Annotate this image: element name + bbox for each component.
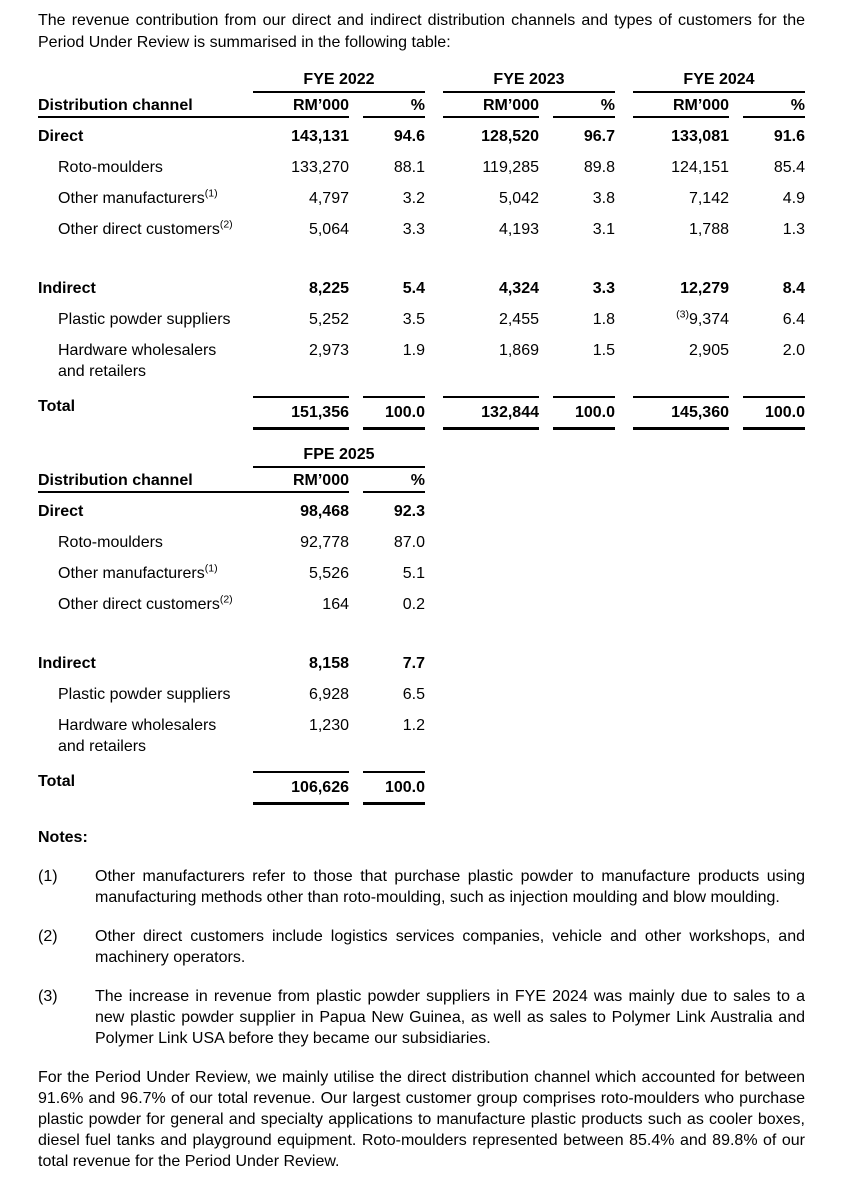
year-column-group: [633, 278, 805, 299]
year-column-group: [253, 684, 425, 705]
year-column-group: [253, 278, 425, 299]
row-label: Other direct customers$^{(2)}$: [58, 218, 233, 238]
note-ref: (2): [219, 218, 233, 231]
amount-value: 1,230: [308, 717, 349, 734]
column-gap: [729, 278, 743, 299]
column-gap: [729, 309, 743, 330]
year-header-spacer: [38, 69, 253, 93]
percent-value: 1.3: [782, 221, 805, 238]
notes-list: [38, 866, 805, 1049]
row-label-second-line: and retailers: [58, 363, 147, 380]
column-gap: [425, 278, 443, 299]
year-column-group: [633, 340, 805, 382]
year-header: FYE 2024: [633, 69, 805, 93]
row-label: Hardware wholesalers and retailers: [38, 715, 253, 757]
year-header: FYE 2022: [253, 69, 425, 93]
column-gap: [349, 219, 363, 240]
table-row: [38, 157, 805, 178]
column-gap: [349, 188, 363, 209]
percent-value: 4.9: [782, 190, 805, 207]
percent-value: 94.6: [393, 128, 425, 145]
column-gap: [349, 340, 363, 382]
table-row: [38, 126, 805, 147]
column-gap: [425, 396, 443, 430]
year-column-group: [633, 219, 805, 240]
amount-value: 151,356: [253, 396, 349, 430]
percent-value: 0.2: [402, 596, 425, 613]
row-label: Indirect: [38, 280, 96, 297]
percent-value: 8.4: [782, 280, 805, 297]
column-gap: [349, 501, 363, 522]
spacer-row: [38, 625, 805, 653]
percent-value: 3.1: [592, 221, 615, 238]
percent-value: 5.1: [402, 565, 425, 582]
year-column-group: [253, 157, 425, 178]
percent-value: 96.7: [583, 128, 615, 145]
column-gap: [729, 396, 743, 430]
year-column-group: [633, 309, 805, 330]
column-gap: [539, 126, 553, 147]
percent-value: 3.3: [402, 221, 425, 238]
row-label: Other manufacturers$^{(1)}$: [58, 562, 218, 582]
column-gap: [349, 126, 363, 147]
year-column-group: [443, 309, 615, 330]
year-column-group: [253, 563, 425, 584]
year-column-group: [443, 157, 615, 178]
amount-value: 2,455: [498, 311, 539, 328]
amount-value: 145,360: [633, 396, 729, 430]
percent-value: 100.0: [363, 771, 425, 805]
percent-value: 3.2: [402, 190, 425, 207]
year-column-group: [253, 340, 425, 382]
amount-value: 5,042: [498, 190, 539, 207]
column-gap: [729, 188, 743, 209]
note-text: Other manufacturers refer to those that purchase plastic powder to manufacture products using manufacturing methods other than roto-moulding, such as injection moulding and blow moulding.: [95, 868, 805, 906]
note-item: [38, 926, 805, 968]
column-gap: [729, 95, 743, 118]
year-column-group: [633, 396, 805, 430]
table-row: [38, 771, 805, 805]
percent-value: 5.4: [402, 280, 425, 297]
column-gap: [615, 69, 633, 93]
column-gap: [615, 157, 633, 178]
amount-value: 8,158: [308, 655, 349, 672]
column-gap: [425, 69, 443, 93]
row-label: Other direct customers$^{(2)}$: [58, 593, 233, 613]
percent-value: 6.5: [402, 686, 425, 703]
channel-column-header: Distribution channel: [38, 470, 253, 493]
column-gap: [349, 715, 363, 757]
percent-value: 6.4: [782, 311, 805, 328]
column-gap: [615, 188, 633, 209]
amount-value: $^{(3)}$9,374: [676, 308, 729, 328]
column-gap: [615, 278, 633, 299]
table-row: [38, 532, 805, 553]
row-label: Plastic powder suppliers: [58, 311, 231, 328]
amount-value: 98,468: [300, 503, 349, 520]
year-column-group: [253, 219, 425, 240]
year-column-group: [443, 219, 615, 240]
year-column-group: [253, 715, 425, 757]
amount-value: 2,905: [688, 342, 729, 359]
amount-value: 124,151: [671, 159, 729, 176]
column-gap: [349, 532, 363, 553]
table-row: [38, 309, 805, 330]
percent-value: 1.9: [402, 342, 425, 359]
note-ref: (1): [204, 562, 218, 575]
year-column-group: [633, 157, 805, 178]
column-gap: [425, 188, 443, 209]
column-gap: [539, 396, 553, 430]
amount-value: 92,778: [300, 534, 349, 551]
amount-value: 7,142: [688, 190, 729, 207]
amount-value: 128,520: [481, 128, 539, 145]
amount-value: 8,225: [308, 280, 349, 297]
table-row: [38, 396, 805, 430]
percent-value: 89.8: [583, 159, 615, 176]
amount-column-header: RM’000: [253, 95, 349, 118]
year-column-group: [443, 126, 615, 147]
percent-value: 88.1: [393, 159, 425, 176]
year-column-group: [443, 278, 615, 299]
fpe-revenue-table: [38, 444, 805, 805]
amount-value: 6,928: [308, 686, 349, 703]
row-label: Indirect: [38, 655, 96, 672]
table-row: [38, 594, 805, 615]
column-gap: [729, 126, 743, 147]
table-row: [38, 278, 805, 299]
row-label: Plastic powder suppliers: [58, 686, 231, 703]
table-column-header-row: [38, 470, 805, 493]
row-label: Direct: [38, 503, 84, 520]
row-label: Roto-moulders: [58, 534, 163, 551]
fye-revenue-table: [38, 69, 805, 430]
amount-value: 5,252: [308, 311, 349, 328]
percent-value: 3.5: [402, 311, 425, 328]
column-gap: [615, 309, 633, 330]
row-label: Roto-moulders: [58, 159, 163, 176]
column-gap: [539, 309, 553, 330]
year-column-group: [443, 340, 615, 382]
percent-value: 1.5: [592, 342, 615, 359]
column-gap: [539, 219, 553, 240]
year-header: FPE 2025: [253, 444, 425, 468]
note-number: (2): [38, 928, 58, 945]
column-gap: [615, 126, 633, 147]
amount-value: 143,131: [291, 128, 349, 145]
amount-value: 4,193: [498, 221, 539, 238]
table-row: [38, 188, 805, 209]
column-gap: [425, 309, 443, 330]
year-column-group: [253, 653, 425, 674]
percent-value: 100.0: [553, 396, 615, 430]
column-gap: [615, 219, 633, 240]
percent-value: 7.7: [402, 655, 425, 672]
year-column-group: [633, 126, 805, 147]
percent-column-header: %: [363, 470, 425, 493]
column-gap: [349, 653, 363, 674]
column-gap: [349, 563, 363, 584]
row-label: Total: [38, 773, 76, 790]
row-label: Total: [38, 398, 76, 415]
year-column-group: [443, 396, 615, 430]
amount-value: 1,788: [688, 221, 729, 238]
column-gap: [539, 188, 553, 209]
year-column-group: [253, 594, 425, 615]
notes-heading: Notes:: [38, 829, 88, 846]
percent-column-header: %: [363, 95, 425, 118]
column-gap: [615, 95, 633, 118]
amount-column-header: RM’000: [443, 95, 539, 118]
note-number: (3): [38, 988, 58, 1005]
column-gap: [539, 278, 553, 299]
column-gap: [615, 396, 633, 430]
note-text: Other direct customers include logistics services companies, vehicle and other workshops, and machinery operators.: [95, 928, 805, 966]
column-gap: [349, 396, 363, 430]
percent-value: 91.6: [773, 128, 805, 145]
row-label: Direct: [38, 128, 84, 145]
column-gap: [349, 309, 363, 330]
year-column-group: [253, 771, 425, 805]
row-label: Hardware wholesalers and retailers: [38, 340, 253, 382]
table-row: [38, 684, 805, 705]
column-gap: [729, 340, 743, 382]
column-gap: [349, 684, 363, 705]
column-gap: [425, 95, 443, 118]
percent-value: 100.0: [743, 396, 805, 430]
percent-value: 3.3: [592, 280, 615, 297]
column-gap: [539, 95, 553, 118]
note-ref: (2): [219, 593, 233, 606]
year-column-group: [253, 309, 425, 330]
amount-value: 164: [322, 596, 349, 613]
note-text: The increase in revenue from plastic powder suppliers in FYE 2024 was mainly due to sales to a new plastic powder supplier in Papua New Guinea, as well as sales to Polymer Link Australia and Polymer Link USA before they became our subsidiaries.: [95, 988, 805, 1047]
note-ref: (1): [204, 187, 218, 200]
column-gap: [615, 340, 633, 382]
amount-value: 5,064: [308, 221, 349, 238]
column-gap: [539, 157, 553, 178]
percent-value: 85.4: [773, 159, 805, 176]
intro-paragraph: The revenue contribution from our direct and indirect distribution channels and types of customers for the Period Under Review is summarised in the following table:: [38, 12, 805, 51]
amount-column-header: RM’000: [633, 95, 729, 118]
column-gap: [425, 219, 443, 240]
note-item: [38, 986, 805, 1049]
year-header: FYE 2023: [443, 69, 615, 93]
column-gap: [349, 95, 363, 118]
percent-value: 87.0: [393, 534, 425, 551]
table-row: [38, 715, 805, 757]
year-column-group: [633, 95, 805, 118]
column-gap: [349, 278, 363, 299]
closing-paragraph: For the Period Under Review, we mainly utilise the direct distribution channel which accounted for between 91.6% and 96.7% of our total revenue. Our largest customer group comprises roto-moulders who purchase plastic powder for general and specialty applications to manufacture plastic products such as cooler boxes, diesel fuel tanks and playground equipment. Roto-moulders represented between 85.4% and 89.8% of our total revenue for the Period Under Review.: [38, 1069, 805, 1170]
table-year-header-row: [38, 444, 805, 468]
table-row: [38, 340, 805, 382]
year-column-group: [443, 95, 615, 118]
row-label: Other manufacturers$^{(1)}$: [58, 187, 218, 207]
note-number: (1): [38, 868, 58, 885]
amount-value: 4,797: [308, 190, 349, 207]
year-column-group: [633, 188, 805, 209]
amount-value: 1,869: [498, 342, 539, 359]
year-column-group: [253, 501, 425, 522]
note-item: [38, 866, 805, 908]
amount-column-header: RM’000: [253, 470, 349, 493]
table-column-header-row: [38, 95, 805, 118]
table-row: [38, 563, 805, 584]
amount-value: 119,285: [482, 159, 539, 176]
column-gap: [349, 157, 363, 178]
column-gap: [349, 771, 363, 805]
year-column-group: [253, 396, 425, 430]
amount-value: 2,973: [308, 342, 349, 359]
amount-value: 106,626: [253, 771, 349, 805]
percent-column-header: %: [553, 95, 615, 118]
percent-value: 1.2: [402, 717, 425, 734]
table-row: [38, 653, 805, 674]
table-row: [38, 501, 805, 522]
column-gap: [539, 340, 553, 382]
year-header-spacer: [38, 444, 253, 468]
column-gap: [425, 340, 443, 382]
percent-value: 92.3: [393, 503, 425, 520]
percent-value: 2.0: [782, 342, 805, 359]
column-gap: [349, 470, 363, 493]
year-column-group: [253, 126, 425, 147]
year-column-group: [253, 470, 425, 493]
table-row: [38, 219, 805, 240]
year-column-group: [253, 532, 425, 553]
row-label-second-line: and retailers: [58, 738, 147, 755]
table-year-header-row: [38, 69, 805, 93]
year-column-group: [253, 95, 425, 118]
amount-value: 5,526: [308, 565, 349, 582]
amount-value: 132,844: [443, 396, 539, 430]
amount-value: 133,270: [291, 159, 349, 176]
column-gap: [349, 594, 363, 615]
percent-value: 1.8: [592, 311, 615, 328]
column-gap: [425, 157, 443, 178]
column-gap: [729, 219, 743, 240]
percent-column-header: %: [743, 95, 805, 118]
amount-value: 133,081: [671, 128, 729, 145]
document-page: [38, 10, 805, 1172]
percent-value: 100.0: [363, 396, 425, 430]
year-column-group: [443, 188, 615, 209]
spacer-row: [38, 250, 805, 278]
amount-value: 4,324: [498, 280, 539, 297]
amount-value: 12,279: [680, 280, 729, 297]
note-ref: (3): [676, 308, 689, 321]
year-column-group: [253, 188, 425, 209]
column-gap: [729, 157, 743, 178]
percent-value: 3.8: [592, 190, 615, 207]
channel-column-header: Distribution channel: [38, 95, 253, 118]
column-gap: [425, 126, 443, 147]
